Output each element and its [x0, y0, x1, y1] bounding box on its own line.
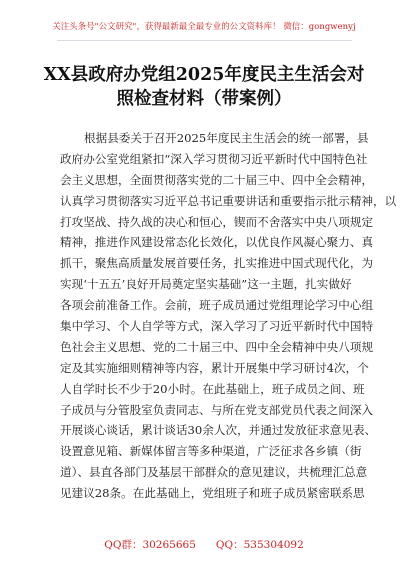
- title-line-1: XX县政府办党组2025年度民主生活会对: [43, 65, 365, 85]
- body-line: 政府办公室党组紧扣“深入学习贯彻习近平新时代中国特色社: [60, 151, 368, 166]
- footer-qq-group: QQ群：30265665: [104, 539, 196, 551]
- body-line: 开展谈心谈话，累计谈话30余人次，并通过发放征求意见表、: [60, 423, 377, 438]
- body-line: 抓干，聚焦高质量发展首要任务，扎实推进中国式现代化，为: [60, 256, 374, 271]
- body-line: 各项会前准备工作。会前，班子成员通过党组理论学习中心组: [60, 298, 374, 313]
- body-line: 人自学时长不少于20小时。在此基础上，班子成员之间、班: [60, 381, 365, 396]
- body-line: 定及其实施细则精神等内容，累计开展集中学习研讨4次，个: [60, 360, 369, 375]
- body-line: 认真学习贯彻落实习近平总书记重要讲话和重要指示批示精神，以: [60, 193, 397, 208]
- body-line: 见建议28条。在此基础上，党组班子和班子成员紧密联系思: [60, 486, 365, 501]
- document-body: [60, 128, 397, 504]
- body-line: 根据县委关于召开2025年度民主生活会的统一部署，县: [84, 131, 369, 145]
- body-line: 色社会主义思想、党的二十届三中、四中全会精神中央八项规: [60, 339, 374, 354]
- body-line: 子成员与分管股室负责同志、与所在党支部党员代表之间深入: [60, 402, 374, 417]
- body-line: 精神，推进作风建设常态化长效化，以优良作风凝心聚力、真: [60, 235, 374, 250]
- body-line: 会主义思想，全面贯彻落实党的二十届三中、四中全会精神，: [60, 172, 374, 187]
- body-line: 实现‘十五五’良好开局奠定坚实基础”这一主题，扎实做好: [60, 277, 352, 292]
- document-title: [30, 63, 378, 111]
- title-line-2: 照检查材料（带案例）: [116, 89, 292, 109]
- body-line: 打攻坚战、持久战的决心和恒心，锲而不舍落实中央八项规定: [60, 214, 374, 229]
- footer-contact: [0, 537, 408, 552]
- body-line: 设置意见箱、新媒体留言等多种渠道，广泛征求各乡镇（街: [60, 444, 362, 459]
- body-line: 集中学习、个人自学等方式，深入学习了习近平新时代中国特: [60, 319, 374, 334]
- header-banner: 关注头条号"公文研究"，获得最新最全最专业的公文资料库！ 微信：gongwenyj: [52, 21, 356, 31]
- footer-qq: QQ：535304092: [215, 539, 304, 551]
- body-line: 道）、县直各部门及基层干部群众的意见建议，共梳理汇总意: [60, 465, 368, 480]
- header-divider: [57, 40, 352, 41]
